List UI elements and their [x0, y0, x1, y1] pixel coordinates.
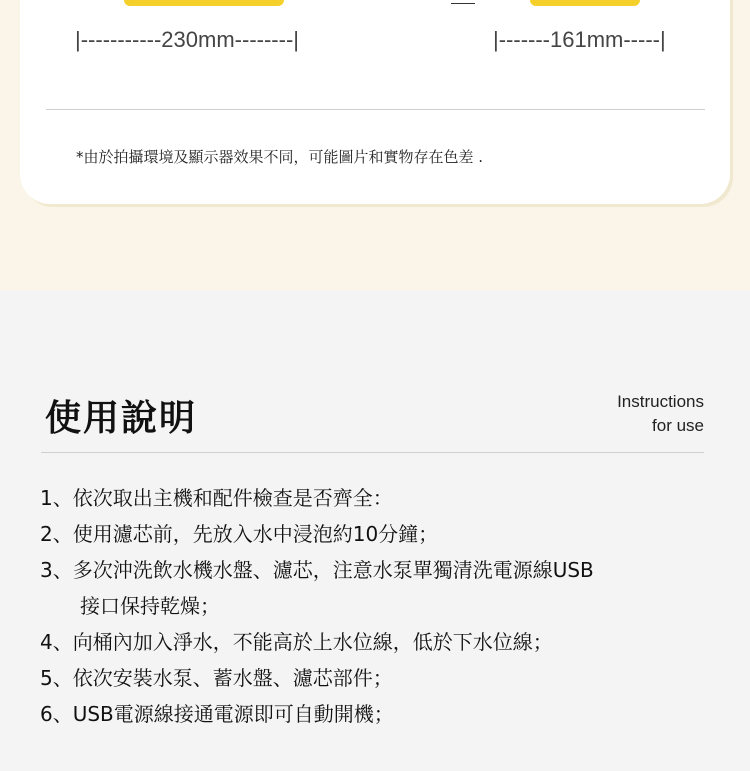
step-item: 4、向桶內加入淨水，不能高於上水位線，低於下水位線；	[40, 630, 553, 654]
card-divider	[46, 109, 705, 110]
instructions-section	[0, 290, 750, 771]
instructions-steps-list	[40, 480, 720, 732]
subtitle-line-1: Instructions	[617, 392, 704, 411]
product-image-small	[530, 0, 640, 6]
step-item: 6、USB電源線接通電源即可自動開機；	[40, 702, 394, 726]
dimensions-card	[20, 0, 730, 204]
product-image-large	[124, 0, 284, 6]
separator-mark	[451, 3, 475, 4]
instructions-divider	[41, 452, 704, 453]
step-item: 3、多次沖洗飲水機水盤、濾芯，注意水泵單獨清洗電源線USB	[40, 558, 594, 582]
product-dimensions-section	[0, 0, 750, 290]
step-item: 5、依次安裝水泵、蓄水盤、濾芯部件；	[40, 666, 393, 690]
instructions-title: 使用說明	[45, 398, 198, 439]
instructions-subtitle	[617, 390, 704, 438]
step-item: 1、依次取出主機和配件檢查是否齊全：	[40, 486, 393, 510]
subtitle-line-2: for use	[652, 416, 704, 435]
height-dimension-label: |-------161mm-----|	[493, 27, 666, 52]
color-disclaimer: *由於拍攝環境及顯示器效果不同，可能圖片和實物存在色差 .	[76, 148, 484, 166]
step-item-continuation: 接口保持乾燥；	[80, 594, 220, 618]
width-dimension-label: |-----------230mm--------|	[75, 27, 299, 52]
step-item: 2、使用濾芯前，先放入水中浸泡約10分鐘；	[40, 522, 439, 546]
